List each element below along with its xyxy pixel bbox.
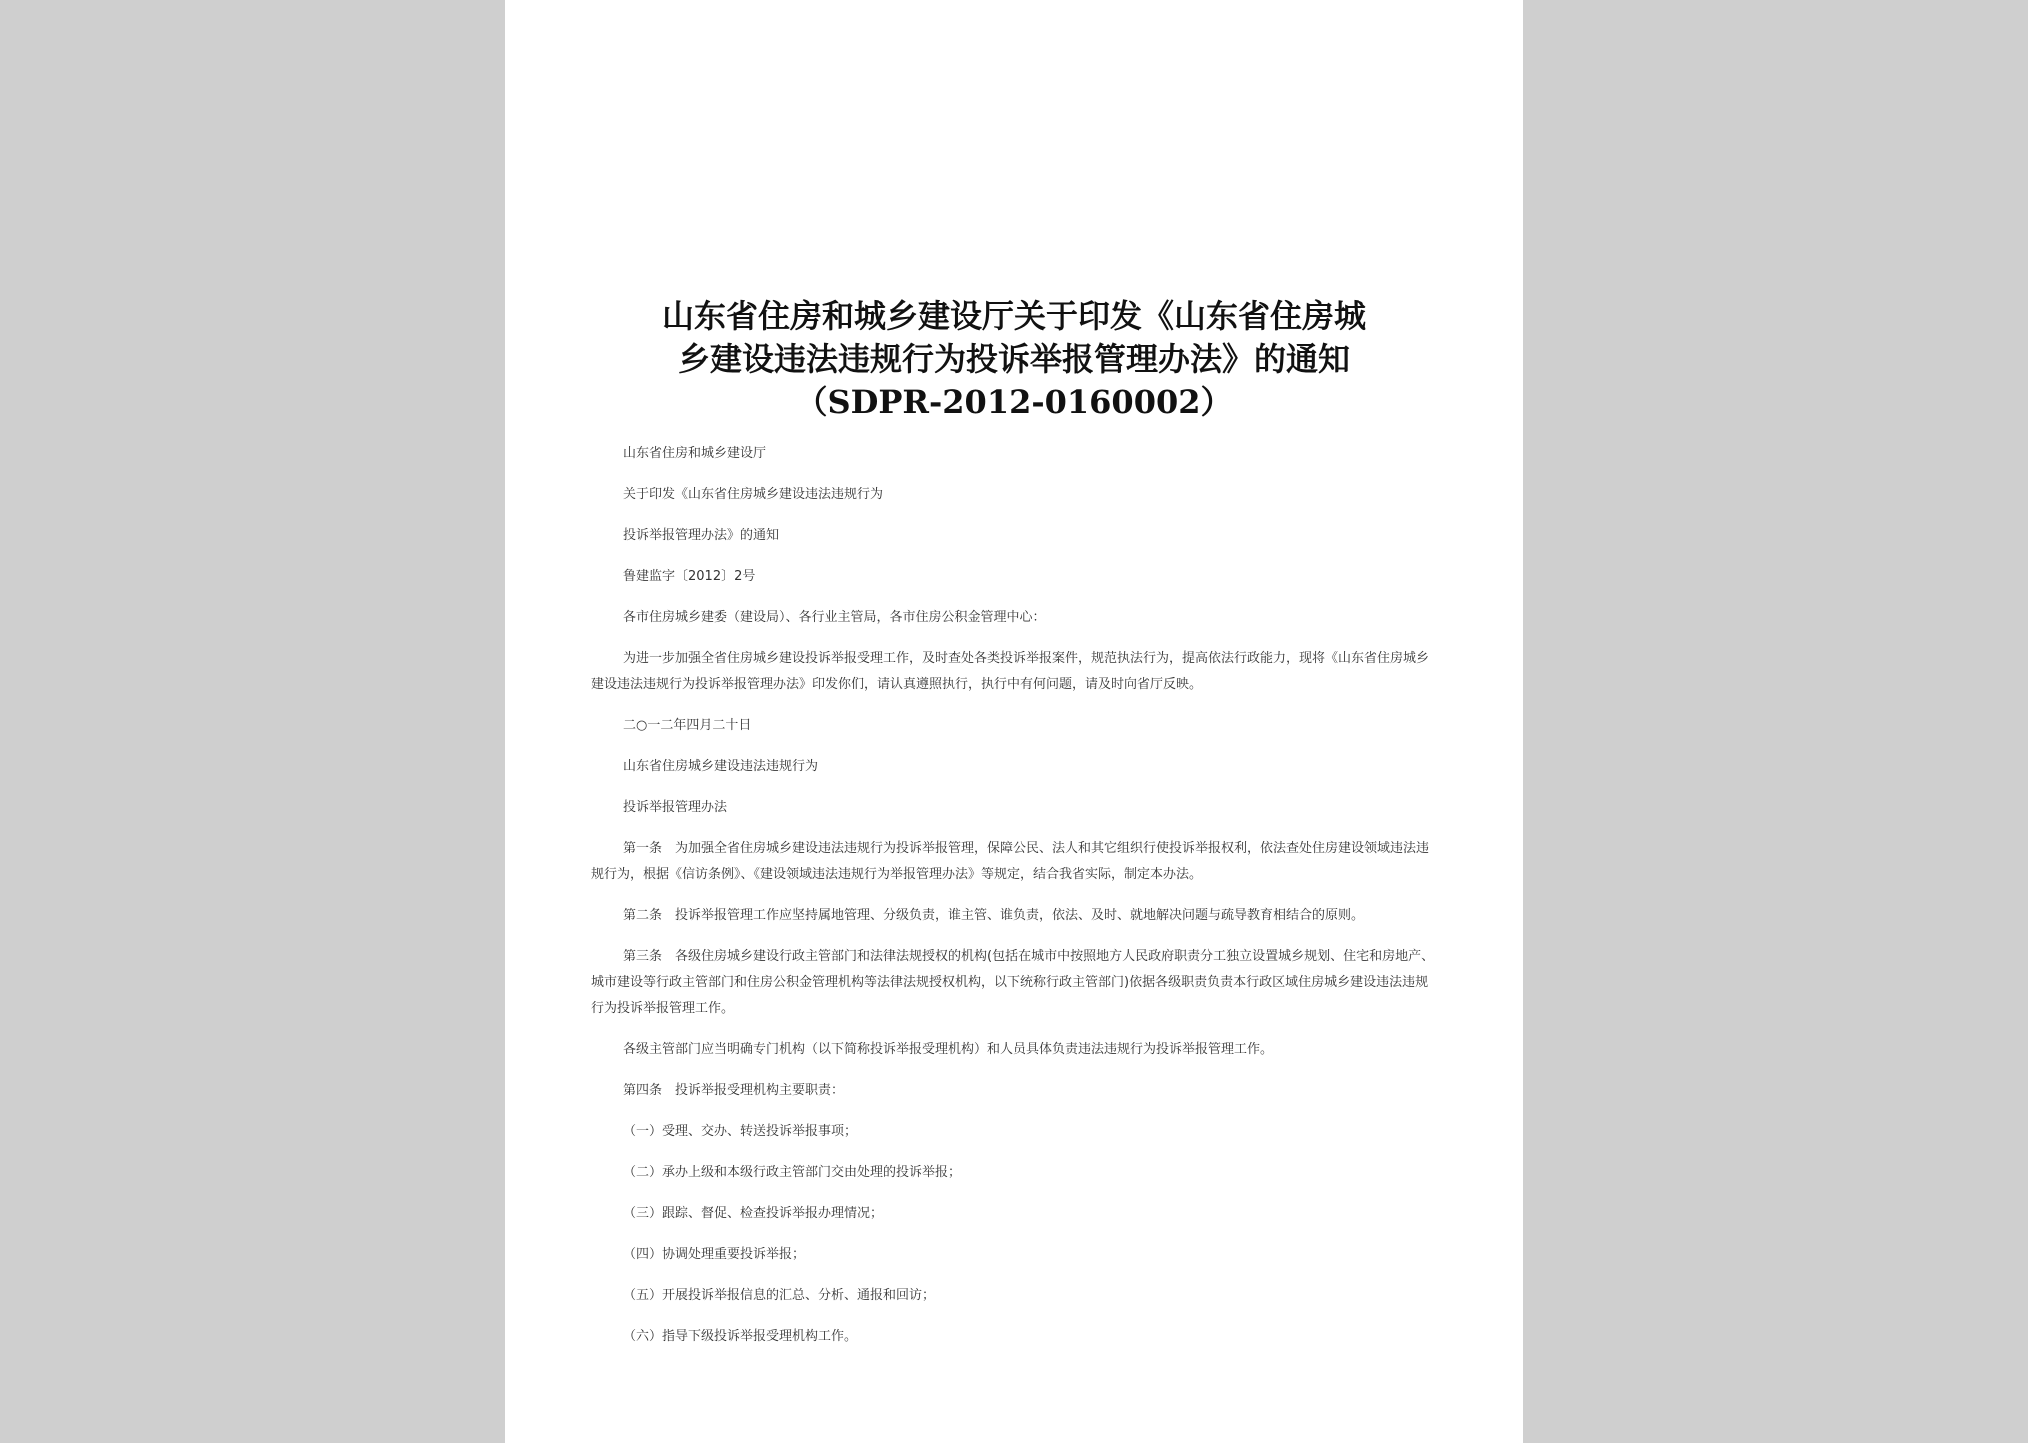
duty-item-1: （一）受理、交办、转送投诉举报事项；: [623, 1124, 858, 1139]
title-line-2: 乡建设违法违规行为投诉举报管理办法》的通知: [677, 340, 1350, 378]
addressee: 各市住房城乡建委（建设局）、各行业主管局，各市住房公积金管理中心：: [623, 610, 1046, 625]
duty-item-2: （二）承办上级和本级行政主管部门交由处理的投诉举报；: [623, 1165, 962, 1180]
duty-item-4: （四）协调处理重要投诉举报；: [623, 1247, 806, 1262]
article-3: 第三条 各级住房城乡建设行政主管部门和法律法规授权的机构(包括在城市中按照地方人民政府职责分工独立设置城乡规划、住宅和房地产、城市建设等行政主管部门和住房公积金管理机构等法律法规授权机构，以下统称行政主管部门)依据各级职责负责本行政区域住房城乡建设违法违规行为投诉举报管理工作。: [591, 949, 1435, 1016]
notice-body-paragraph: 为进一步加强全省住房城乡建设投诉举报受理工作，及时查处各类投诉举报案件，规范执法行为，提高依法行政能力，现将《山东省住房城乡建设违法违规行为投诉举报管理办法》印发你们，请认真遵照执行，执行中有何问题，请及时向省厅反映。: [591, 651, 1430, 692]
duty-item-6: （六）指导下级投诉举报受理机构工作。: [623, 1329, 858, 1344]
notice-title-line-2: 投诉举报管理办法》的通知: [623, 528, 780, 543]
title-line-1: 山东省住房和城乡建设厅关于印发《山东省住房城: [661, 297, 1366, 335]
notice-date: 二○一二年四月二十日: [623, 718, 752, 733]
notice-title-line-1: 关于印发《山东省住房城乡建设违法违规行为: [623, 487, 884, 502]
article-3-supplement: 各级主管部门应当明确专门机构（以下简称投诉举报受理机构）和人员具体负责违法违规行为投诉举报管理工作。: [623, 1042, 1274, 1057]
article-4: 第四条 投诉举报受理机构主要职责：: [623, 1083, 845, 1098]
document-page: [505, 0, 1523, 1443]
title-line-3: （SDPR-2012-0160002）: [795, 383, 1233, 421]
document-body: [591, 441, 1437, 1365]
measures-title-line-1: 山东省住房城乡建设违法违规行为: [623, 759, 819, 774]
article-1: 第一条 为加强全省住房城乡建设违法违规行为投诉举报管理，保障公民、法人和其它组织行使投诉举报权利，依法查处住房建设领域违法违规行为，根据《信访条例》、《建设领域违法违规行为举报管理办法》等规定，结合我省实际，制定本办法。: [591, 841, 1430, 882]
document-number: 鲁建监字〔2012〕2号: [623, 569, 756, 584]
document-title: [505, 295, 1523, 424]
article-2: 第二条 投诉举报管理工作应坚持属地管理、分级负责，谁主管、谁负责，依法、及时、就地解决问题与疏导教育相结合的原则。: [623, 908, 1365, 923]
issuer-line: 山东省住房和城乡建设厅: [623, 446, 767, 461]
measures-title-line-2: 投诉举报管理办法: [623, 800, 728, 815]
duty-item-3: （三）跟踪、督促、检查投诉举报办理情况；: [623, 1206, 884, 1221]
duty-item-5: （五）开展投诉举报信息的汇总、分析、通报和回访；: [623, 1288, 936, 1303]
